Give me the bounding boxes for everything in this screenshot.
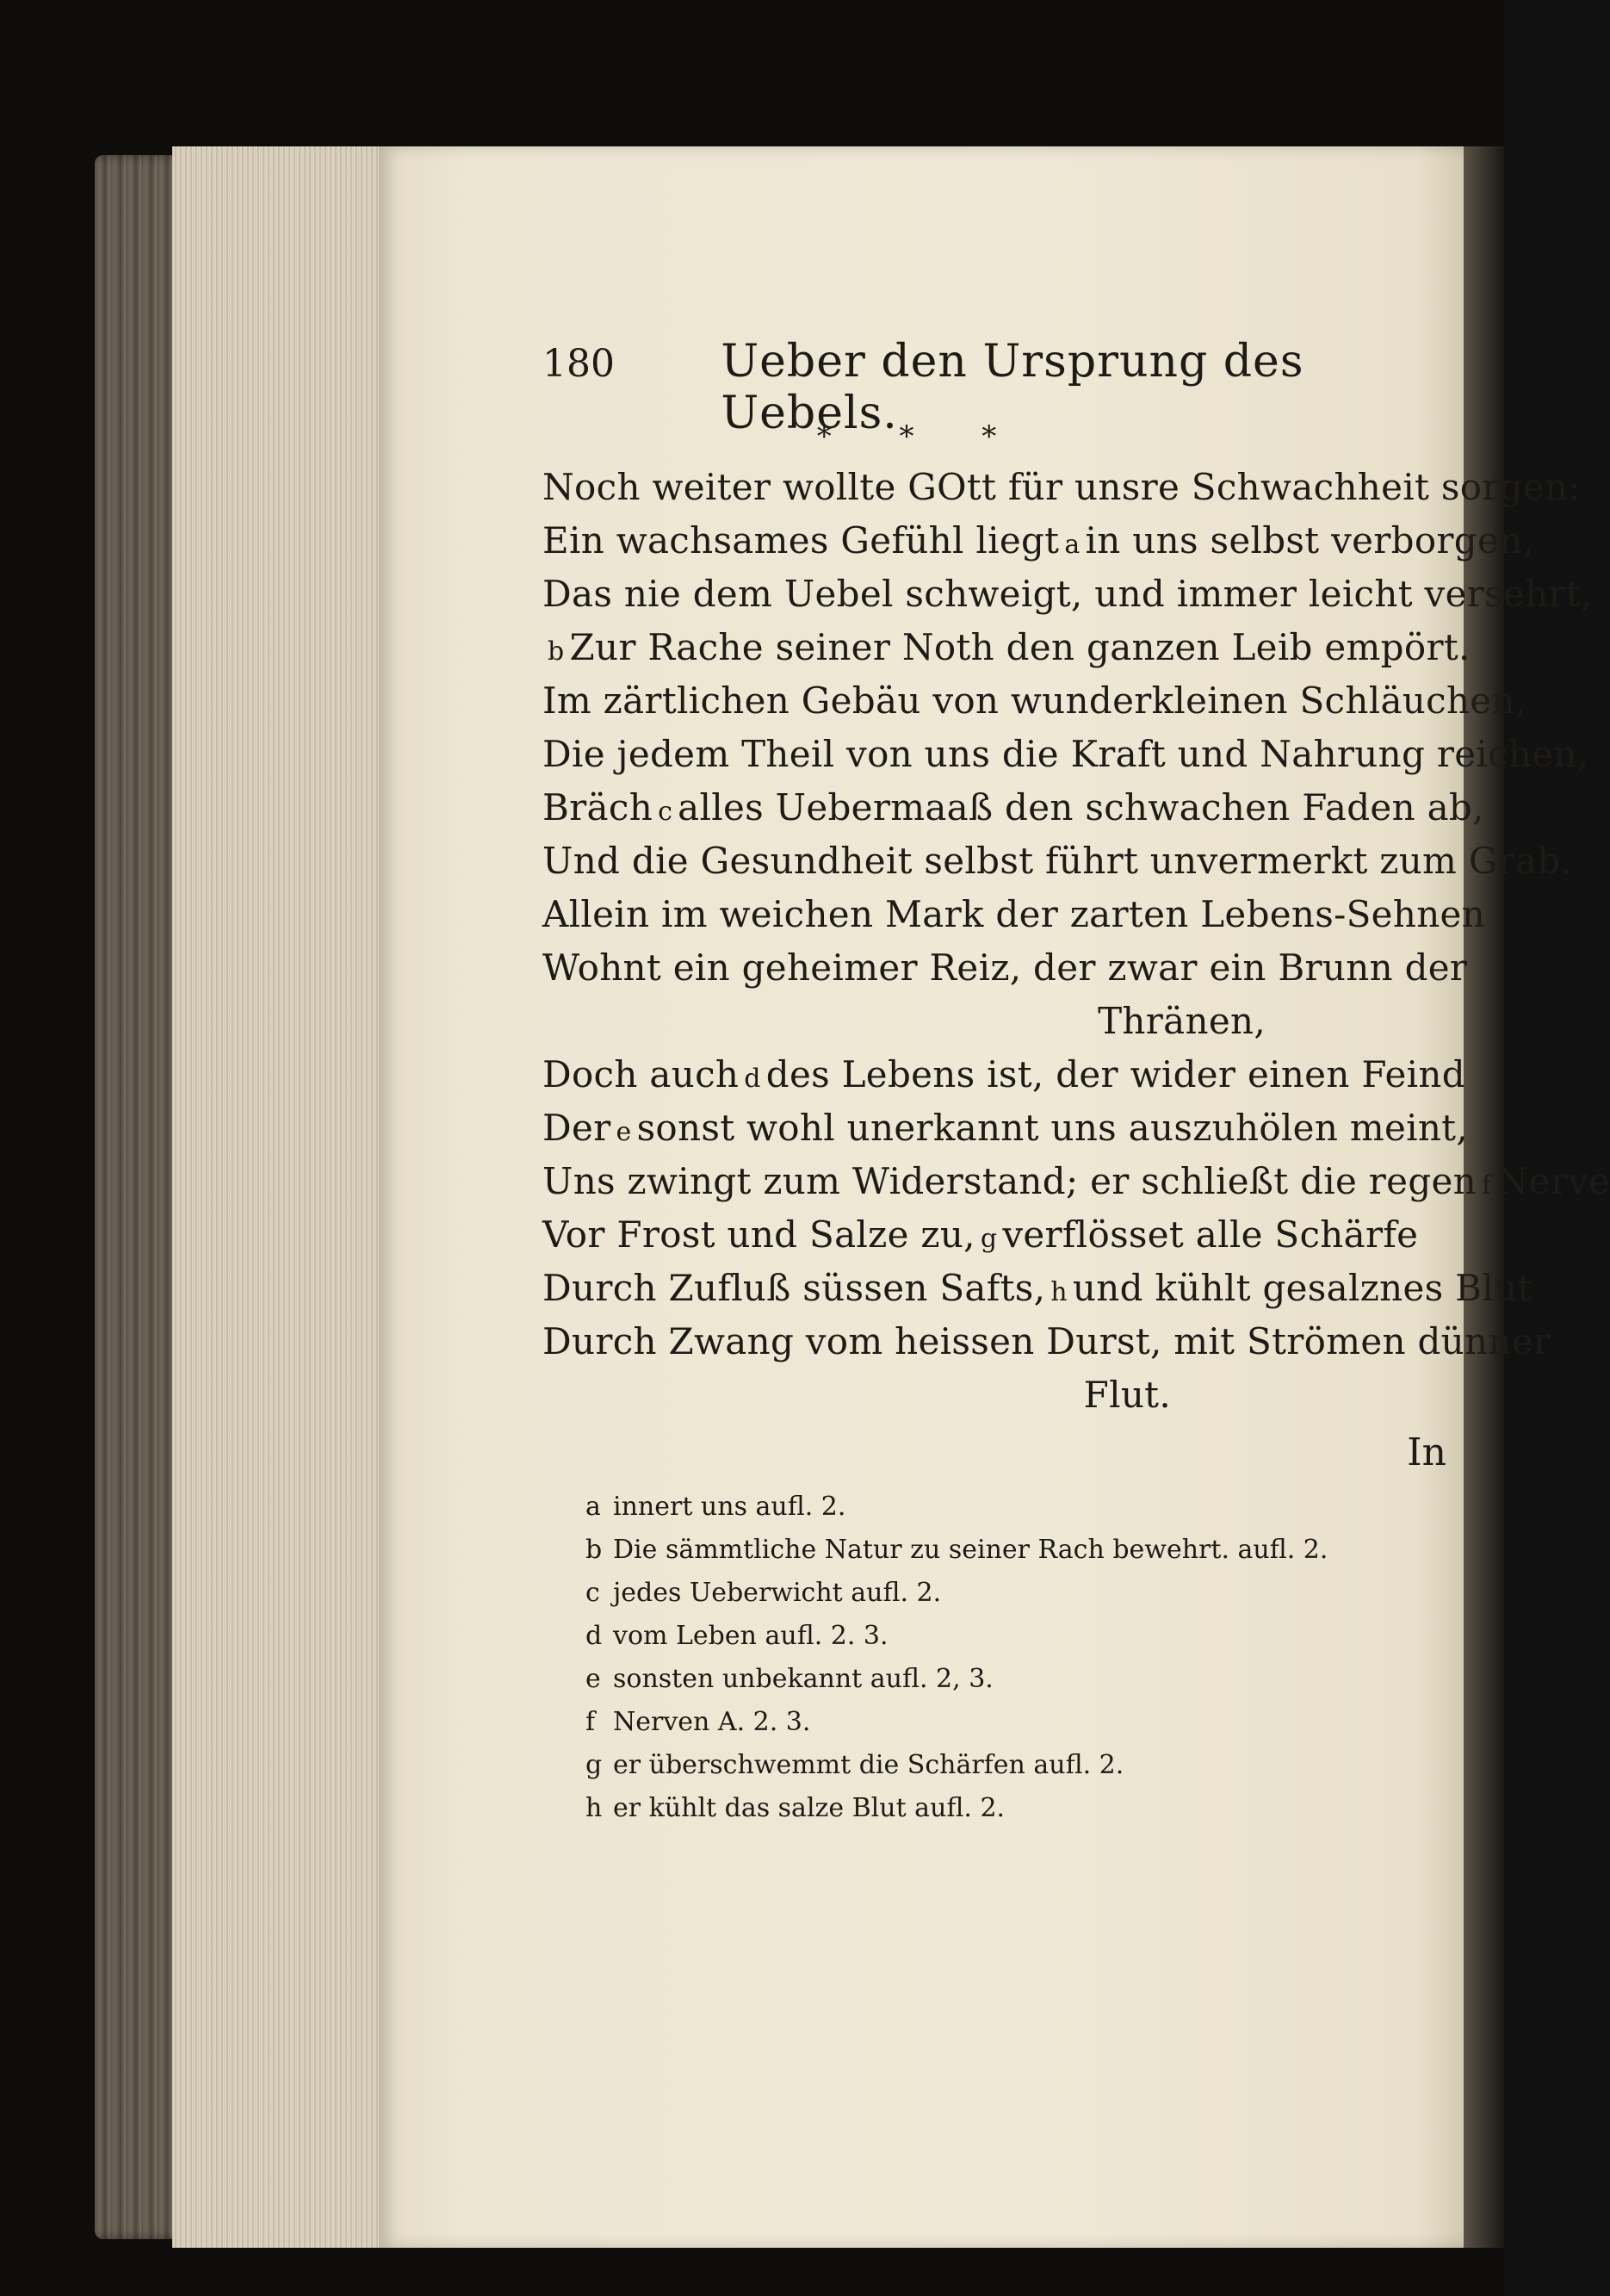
footnote-marker: a bbox=[1064, 530, 1081, 560]
footnote-letter: b bbox=[585, 1535, 603, 1565]
footnote-text: er kühlt das salze Blut aufl. 2. bbox=[613, 1793, 1006, 1823]
verse-text: Das nie dem Uebel schweigt, und immer leicht versehrt, bbox=[542, 573, 1593, 615]
footnote-text: vom Leben aufl. 2. 3. bbox=[613, 1621, 889, 1651]
verse-text: Durch Zufluß süssen Safts, bbox=[542, 1267, 1046, 1309]
verse-line bbox=[542, 1048, 1465, 1101]
verse-text: Ein wachsames Gefühl liegt bbox=[542, 519, 1060, 562]
verse-text: Zur Rache seiner Noth den ganzen Leib empört. bbox=[569, 626, 1471, 668]
verse-line bbox=[542, 1262, 1533, 1315]
footnote-letter: e bbox=[585, 1664, 601, 1694]
page-number: 180 bbox=[542, 342, 615, 386]
catchword: In bbox=[1407, 1430, 1446, 1474]
footnote-text: jedes Ueberwicht aufl. 2. bbox=[613, 1578, 942, 1608]
verse-block bbox=[542, 461, 1610, 1422]
verse-text: Die jedem Theil von uns die Kraft und Nahrung reichen, bbox=[542, 733, 1589, 775]
footnote bbox=[585, 1572, 1446, 1615]
footnote-marker: b bbox=[548, 636, 565, 667]
verse-text: Wohnt ein geheimer Reiz, der zwar ein Brunn der bbox=[542, 946, 1468, 989]
footnote-marker: h bbox=[1050, 1277, 1068, 1307]
footnote-letter: f bbox=[585, 1707, 596, 1737]
verse-text-rest: Nerve bbox=[1496, 1160, 1610, 1202]
footnote-letter: g bbox=[585, 1750, 603, 1780]
footnote bbox=[585, 1529, 1446, 1572]
verse-line bbox=[542, 888, 1486, 941]
verse-text: Allein im weichen Mark der zarten Lebens-Sehnen bbox=[542, 893, 1486, 935]
verse-text-rest: des Lebens ist, der wider einen Feind bbox=[765, 1053, 1465, 1095]
verse-line bbox=[542, 461, 1581, 514]
footnote bbox=[585, 1658, 1446, 1701]
verse-line bbox=[542, 621, 1471, 674]
footnote-letter: c bbox=[585, 1578, 600, 1608]
verse-line bbox=[542, 835, 1573, 888]
page-header bbox=[542, 336, 1446, 439]
verse-text: Vor Frost und Salze zu, bbox=[542, 1213, 975, 1256]
footnote-marker: d bbox=[744, 1064, 761, 1094]
footnote bbox=[585, 1486, 1446, 1529]
verse-line bbox=[542, 941, 1468, 995]
verse-text-rest: alles Uebermaaß den schwachen Faden ab, bbox=[678, 786, 1484, 828]
footnote-text: Nerven A. 2. 3. bbox=[613, 1707, 811, 1737]
verse-text-rest: in uns selbst verborgen, bbox=[1085, 519, 1535, 562]
verse-text: Der bbox=[542, 1107, 611, 1149]
footnote-marker: g bbox=[980, 1224, 998, 1254]
verse-line bbox=[542, 674, 1527, 728]
verse-line bbox=[542, 1101, 1469, 1155]
footnote bbox=[585, 1701, 1446, 1744]
footnote-letter: d bbox=[585, 1621, 603, 1651]
verse-line bbox=[542, 568, 1593, 621]
verse-line bbox=[542, 514, 1535, 568]
footnote bbox=[585, 1615, 1446, 1658]
footnote-marker: e bbox=[616, 1117, 632, 1147]
verse-text: Doch auch bbox=[542, 1053, 740, 1095]
verse-line bbox=[542, 1208, 1446, 1262]
page-edges bbox=[172, 146, 387, 2248]
verse-text-rest: verflösset alle Schärfe bbox=[1002, 1213, 1419, 1256]
verse-text-rest: und kühlt gesalznes Blut bbox=[1072, 1267, 1533, 1309]
footnotes bbox=[542, 1486, 1446, 1830]
verse-line bbox=[542, 781, 1484, 835]
section-mark: * * * bbox=[816, 419, 1026, 454]
footnote bbox=[585, 1744, 1446, 1787]
verse-text: Im zärtlichen Gebäu von wunderkleinen Schläuchen, bbox=[542, 679, 1527, 722]
verse-line bbox=[542, 1155, 1610, 1208]
footnote-text: Die sämmtliche Natur zu seiner Rach bewehrt. aufl. 2. bbox=[613, 1535, 1328, 1565]
footnote-text: sonsten unbekannt aufl. 2, 3. bbox=[613, 1664, 994, 1694]
footnote-text: er überschwemmt die Schärfen aufl. 2. bbox=[613, 1750, 1124, 1780]
running-head: Ueber den Ursprung des Uebels. bbox=[721, 336, 1304, 439]
verse-text: Thränen, bbox=[1098, 1000, 1266, 1042]
verse-text: Bräch bbox=[542, 786, 653, 828]
footnote-letter: a bbox=[585, 1492, 601, 1522]
verse-text: Uns zwingt zum Widerstand; er schließt die regen bbox=[542, 1160, 1477, 1202]
footnote-marker: f bbox=[1482, 1170, 1492, 1201]
verse-text: Flut. bbox=[1083, 1374, 1171, 1416]
verse-text: Durch Zwang vom heissen Durst, mit Strömen dünner bbox=[542, 1320, 1551, 1362]
footnote bbox=[585, 1787, 1446, 1830]
verse-text-rest: sonst wohl unerkannt uns auszuhölen meint, bbox=[636, 1107, 1469, 1149]
verse-line bbox=[542, 728, 1589, 781]
verse-line bbox=[542, 1315, 1551, 1368]
page-text-block bbox=[542, 336, 1610, 1830]
verse-text: Noch weiter wollte GOtt für unsre Schwachheit sorgen: bbox=[542, 466, 1581, 508]
footnote-marker: c bbox=[658, 797, 673, 827]
verse-line bbox=[542, 995, 1446, 1048]
footnote-letter: h bbox=[585, 1793, 603, 1823]
verse-line bbox=[542, 1368, 1446, 1422]
footnote-text: innert uns aufl. 2. bbox=[613, 1492, 846, 1522]
verse-text: Und die Gesundheit selbst führt unvermerkt zum Grab. bbox=[542, 840, 1573, 882]
